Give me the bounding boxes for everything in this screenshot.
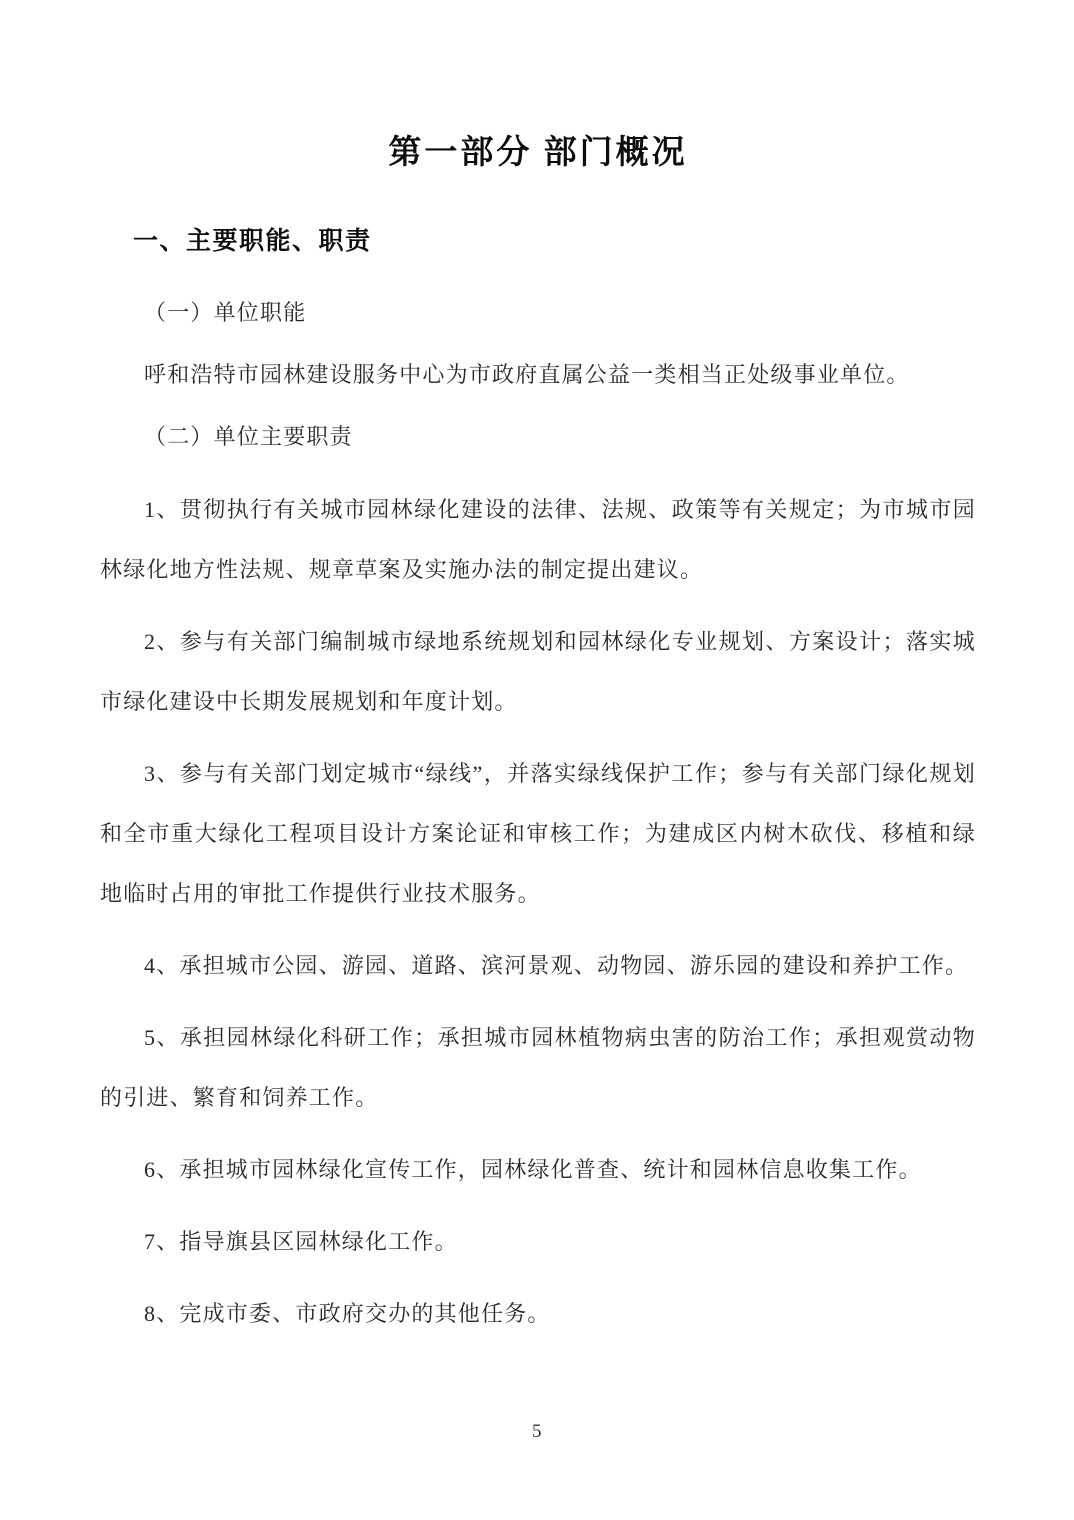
page-number: 5 <box>532 1421 542 1442</box>
duty-item-2: 2、参与有关部门编制城市绿地系统规划和园林绿化专业规划、方案设计；落实城市绿化建设中长期发展规划和年度计划。 <box>100 629 976 714</box>
paragraph-unit-function: 呼和浩特市园林建设服务中心为市政府直属公益一类相当正处级事业单位。 <box>144 362 910 387</box>
duty-item-6: 6、承担城市园林绿化宣传工作，园林绿化普查、统计和园林信息收集工作。 <box>144 1157 922 1182</box>
section-heading-main-duties: 一、主要职能、职责 <box>133 227 372 255</box>
subsection-heading-unit-duties: （二）单位主要职责 <box>144 424 353 449</box>
duty-item-1: 1、贯彻执行有关城市园林绿化建设的法律、法规、政策等有关规定；为市城市园林绿化地方性法规、规章草案及实施办法的制定提出建议。 <box>100 497 976 582</box>
duty-item-8: 8、完成市委、市政府交办的其他任务。 <box>144 1301 551 1326</box>
document-title: 第一部分 部门概况 <box>388 135 688 171</box>
subsection-heading-unit-function: （一）单位职能 <box>144 300 307 325</box>
document-body <box>100 282 976 1344</box>
duty-item-5: 5、承担园林绿化科研工作；承担城市园林植物病虫害的防治工作；承担观赏动物的引进、繁育和饲养工作。 <box>100 1025 976 1110</box>
document-content <box>0 130 1074 1344</box>
duty-item-4: 4、承担城市公园、游园、道路、滨河景观、动物园、游乐园的建设和养护工作。 <box>144 953 969 978</box>
duty-item-7: 7、指导旗县区园林绿化工作。 <box>144 1229 458 1254</box>
duty-item-3: 3、参与有关部门划定城市“绿线”，并落实绿线保护工作；参与有关部门绿化规划和全市重大绿化工程项目设计方案论证和审核工作；为建成区内树木砍伐、移植和绿地临时占用的审批工作提供行业技术服务。 <box>100 761 976 906</box>
